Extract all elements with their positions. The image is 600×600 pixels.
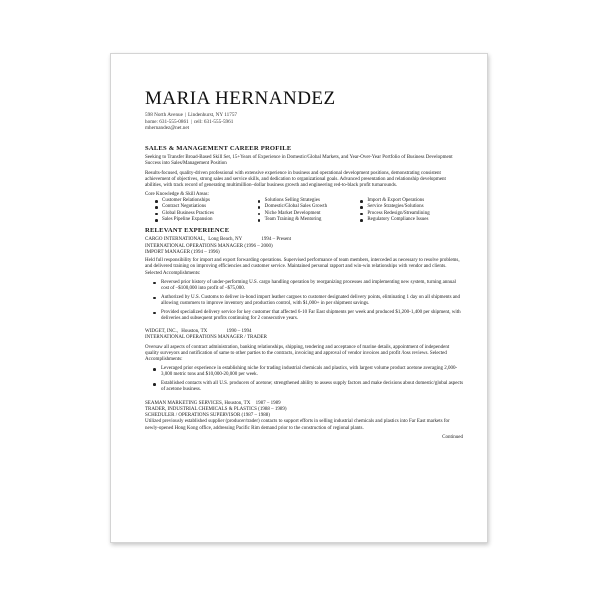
accomplishment-item: Authorized by U.S. Customs to deliver in-bond import leather cargoes to customer designated delivery points, eliminating 1 day on all shipments and allowing customers to improve inventory and production control, with $1,000+ in per shipment savings. — [153, 295, 463, 307]
address-line: 598 North Avenue | Lindenhurst, NY 11757 — [145, 112, 238, 118]
resume-content — [145, 88, 464, 440]
profile-heading: SALES & MANAGEMENT CAREER PROFILE — [145, 145, 292, 153]
accomplishment-item: Provided specialized delivery service for key customer that affected 6-10 Far East shipments per week and produced $1,200-1,400 per shipment, with deliveries and subsequent profits continuing for 2 consecutive years. — [153, 310, 463, 322]
cell-phone: cell: 631-555-5961 — [193, 118, 234, 125]
job-role: TRADER, INDUSTRIAL CHEMICALS & PLASTICS (1988 – 1989) — [145, 406, 287, 412]
job-company: SEAMAN MARKETING SERVICES, Houston, TX — [145, 400, 251, 406]
skill-item: Sales Pipeline Expansion — [155, 217, 258, 223]
skills-grid — [155, 198, 463, 223]
job-role: INTERNATIONAL OPERATIONS MANAGER / TRADER — [145, 335, 267, 341]
home-phone: home: 631-555-0861 — [145, 118, 189, 125]
skill-item: Customer Relationships — [155, 198, 258, 204]
skills-column-2 — [258, 198, 361, 223]
skill-item: Global Business Practices — [155, 211, 258, 217]
job-accomplishments — [145, 280, 463, 322]
skill-item: Import & Export Operations — [360, 198, 463, 204]
skill-item: Regulatory Compliance Issues — [360, 217, 463, 223]
job-dates: 1987 – 1989 — [255, 400, 281, 406]
job-description: Held full responsibility for import and export forwarding operations. Supervised performance of team members, interceded as necessary to resolve problems, and delivered training on improving efficiencies and customer service. Maintained personal rapport and win-win relationships with vendor and clients. Selected Accomplishments: — [145, 258, 460, 276]
job-entry — [145, 329, 463, 394]
profile-summary: Seeking to Transfer Broad-Based Skill Set, 15+Years of Experience in Domestic/Global Markets, and Year-Over-Year Portfolio of Business Development Success into Sales/Management Position — [145, 155, 453, 167]
resume-page — [110, 53, 488, 543]
skills-column-1 — [155, 198, 258, 223]
job-description: Oversaw all aspects of contract administration, banking relationships, shipping, tendering and acceptance of marine details, appointment of independent quality surveyors and notification of same to other parties to the contracts, invoicing and approval of vendor invoices and profit /loss reviews. Selected Accomplishments: — [145, 344, 450, 363]
job-accomplishments — [145, 366, 463, 393]
accomplishment-item: Established contacts with all U.S. producers of acetone; strengthened ability to assess supply factors and make decisions about domestic/global aspects of acetone business. — [153, 381, 463, 393]
skill-item: Team Training & Mentoring — [258, 217, 361, 223]
phone-line: home: 631-555-0861 | cell: 631-555-5961 — [145, 118, 234, 125]
skill-item: Contract Negotiations — [155, 204, 258, 210]
job-role: IMPORT MANAGER (1994 – 1996) — [145, 249, 220, 255]
job-company: CARGO INTERNATIONAL, — [145, 237, 205, 243]
skills-label: Core Knowledge & Skill Areas: — [145, 192, 209, 198]
email: mhernandez@net.net — [145, 125, 190, 132]
continued-label: Continued — [442, 434, 463, 440]
job-dates: 1990 – 1994 — [226, 329, 252, 335]
accomplishment-item: Leveraged prior experience in establishing niche for trading industrial chemicals and plastics, with largest volume product acetone averaging 2,000-3,000 metric tons and $10,000-20,000 per week. — [153, 366, 463, 378]
city-state-zip: Lindenhurst, NY 11757 — [187, 112, 238, 118]
job-role: INTERNATIONAL OPERATIONS MANAGER (1996 – 2000) — [145, 243, 273, 249]
contact-block — [145, 112, 463, 132]
profile-description: Results-focused, quality-driven professional with extensive experience in business and operational development positions, demonstrating consistent achievement of objectives, strong sales and service skills, and dedication to organizational goals. Advanced presentation and relationship development abilities, with track record of generating multimillion–dollar business growth and engineering red-to-black profit turnarounds. — [145, 170, 446, 188]
street-address: 598 North Avenue — [145, 112, 183, 118]
skill-item: Solutions Selling Strategies — [258, 198, 361, 204]
job-dates: 1994 – Present — [261, 237, 292, 243]
skill-item: Process Redesign/Streamlining — [360, 211, 463, 217]
skill-item: Domestic/Global Sales Growth — [258, 204, 361, 210]
job-role: SCHEDULER / OPERATIONS SUPERVISOR (1987 – 1988) — [145, 413, 270, 419]
job-location: Long Beach, NY — [208, 237, 243, 243]
accomplishment-item: Reversed prior history of under-performing U.S. cargo handling operation by reorganizing processes and implementing new system, turning annual cost of –$100,000 into profit of –$75,000. — [153, 280, 463, 292]
skill-item: Niche Market Development — [258, 211, 361, 217]
job-entry — [145, 401, 463, 432]
resume-name: MARIA HERNANDEZ — [145, 88, 336, 109]
job-location: Houston, TX — [181, 329, 208, 335]
job-company: WIDGET, INC., — [145, 329, 178, 335]
job-entry — [145, 237, 463, 322]
skill-item: Service Strategies/Solutions — [360, 204, 463, 210]
job-description: Utilized previously established supplier (producer/trader) contacts to support efforts in selling industrial chemicals and plastics into Far East markets for newly-opened Hong Kong office, addressing Pacific Rim demand prior to the construction of regional plants. — [145, 419, 450, 431]
experience-heading: RELEVANT EXPERIENCE — [145, 227, 230, 235]
skills-column-3 — [360, 198, 463, 223]
